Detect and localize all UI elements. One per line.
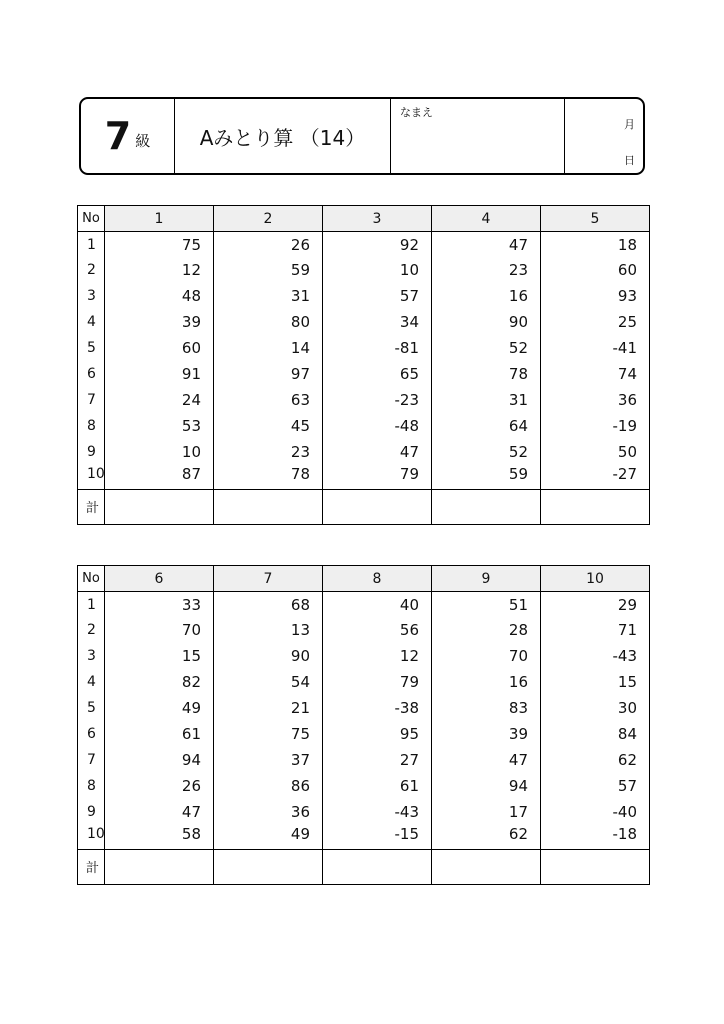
column-header: 1 [105, 206, 214, 232]
worksheet-header [79, 97, 645, 175]
total-row [78, 849, 650, 884]
number-cell: 90 [432, 309, 541, 335]
number-cell: 62 [541, 747, 650, 773]
number-cell: 47 [323, 439, 432, 465]
number-cell: 86 [214, 773, 323, 799]
number-cell: 16 [432, 669, 541, 695]
table-row [78, 747, 650, 773]
number-cell: 14 [214, 335, 323, 361]
row-number: 2 [78, 257, 105, 283]
number-cell: 57 [323, 283, 432, 309]
number-cell: 78 [214, 465, 323, 490]
number-cell: 15 [541, 669, 650, 695]
table-row [78, 617, 650, 643]
row-number: 2 [78, 617, 105, 643]
number-cell: 21 [214, 695, 323, 721]
number-cell: 94 [432, 773, 541, 799]
number-cell: -27 [541, 465, 650, 490]
row-number: 9 [78, 799, 105, 825]
number-cell: 78 [432, 361, 541, 387]
number-cell: 17 [432, 799, 541, 825]
name-label: なまえ [400, 106, 433, 119]
number-cell: -43 [323, 799, 432, 825]
number-cell: 30 [541, 695, 650, 721]
number-cell: 79 [323, 669, 432, 695]
number-cell: 25 [541, 309, 650, 335]
table-row [78, 257, 650, 283]
row-number: 1 [78, 232, 105, 257]
number-cell: -19 [541, 413, 650, 439]
row-number: 9 [78, 439, 105, 465]
number-cell: 10 [323, 257, 432, 283]
number-cell: 39 [105, 309, 214, 335]
number-cell: 49 [105, 695, 214, 721]
number-cell: 94 [105, 747, 214, 773]
row-number: 4 [78, 309, 105, 335]
number-cell: 23 [432, 257, 541, 283]
number-cell: -43 [541, 643, 650, 669]
number-cell: 59 [214, 257, 323, 283]
number-cell: 50 [541, 439, 650, 465]
number-cell: 63 [214, 387, 323, 413]
number-cell: 91 [105, 361, 214, 387]
number-cell: 31 [214, 283, 323, 309]
number-cell: 65 [323, 361, 432, 387]
column-header: 10 [541, 566, 650, 592]
number-cell: 15 [105, 643, 214, 669]
column-header: 3 [323, 206, 432, 232]
table-row [78, 643, 650, 669]
worksheet-title: Aみとり算 （14） [175, 99, 391, 173]
number-cell: 53 [105, 413, 214, 439]
number-cell: 10 [105, 439, 214, 465]
no-header: No [78, 566, 105, 592]
number-cell: 70 [432, 643, 541, 669]
column-header: 8 [323, 566, 432, 592]
row-number: 4 [78, 669, 105, 695]
number-cell: 31 [432, 387, 541, 413]
answer-cell[interactable] [541, 489, 650, 524]
number-cell: 26 [214, 232, 323, 257]
table-row [78, 592, 650, 617]
number-cell: 71 [541, 617, 650, 643]
row-number: 3 [78, 643, 105, 669]
row-number: 7 [78, 387, 105, 413]
number-cell: 84 [541, 721, 650, 747]
table-row [78, 283, 650, 309]
table-row [78, 465, 650, 490]
number-cell: 51 [432, 592, 541, 617]
number-cell: 49 [214, 825, 323, 850]
number-cell: 80 [214, 309, 323, 335]
number-cell: 75 [214, 721, 323, 747]
day-label: 日 [624, 154, 635, 167]
number-cell: 47 [432, 232, 541, 257]
answer-cell[interactable] [105, 489, 214, 524]
number-cell: 26 [105, 773, 214, 799]
number-cell: 56 [323, 617, 432, 643]
grade-box [81, 99, 175, 173]
table-row [78, 361, 650, 387]
number-cell: 47 [105, 799, 214, 825]
number-cell: 60 [541, 257, 650, 283]
grade-unit: 級 [135, 131, 151, 150]
number-cell: 61 [105, 721, 214, 747]
table-row [78, 825, 650, 850]
total-label: 計 [78, 849, 105, 884]
table-header-row [78, 566, 650, 592]
number-cell: 87 [105, 465, 214, 490]
number-cell: 27 [323, 747, 432, 773]
table-row [78, 439, 650, 465]
number-cell: 68 [214, 592, 323, 617]
number-cell: 57 [541, 773, 650, 799]
answer-cell[interactable] [214, 849, 323, 884]
answer-cell[interactable] [432, 849, 541, 884]
number-cell: -41 [541, 335, 650, 361]
row-number: 6 [78, 721, 105, 747]
number-cell: 18 [541, 232, 650, 257]
number-cell: 23 [214, 439, 323, 465]
row-number: 7 [78, 747, 105, 773]
table-row [78, 309, 650, 335]
number-cell: -40 [541, 799, 650, 825]
number-cell: 12 [323, 643, 432, 669]
answer-cell[interactable] [323, 849, 432, 884]
number-cell: 37 [214, 747, 323, 773]
number-cell: 70 [105, 617, 214, 643]
number-cell: 75 [105, 232, 214, 257]
number-cell: 62 [432, 825, 541, 850]
number-cell: 74 [541, 361, 650, 387]
number-cell: 52 [432, 439, 541, 465]
number-cell: 64 [432, 413, 541, 439]
table-row [78, 695, 650, 721]
number-cell: 97 [214, 361, 323, 387]
number-cell: 24 [105, 387, 214, 413]
month-label: 月 [624, 118, 635, 131]
answer-cell[interactable] [323, 489, 432, 524]
column-header: 7 [214, 566, 323, 592]
column-header: 6 [105, 566, 214, 592]
table-row [78, 232, 650, 257]
number-cell: 92 [323, 232, 432, 257]
table-row [78, 721, 650, 747]
number-cell: 60 [105, 335, 214, 361]
number-cell: 33 [105, 592, 214, 617]
table-row [78, 773, 650, 799]
total-row [78, 489, 650, 524]
answer-cell[interactable] [105, 849, 214, 884]
table-row [78, 799, 650, 825]
number-cell: 58 [105, 825, 214, 850]
column-header: 2 [214, 206, 323, 232]
row-number: 5 [78, 695, 105, 721]
table-row [78, 413, 650, 439]
problem-table-1 [77, 205, 650, 525]
problem-table-2 [77, 565, 650, 885]
no-header: No [78, 206, 105, 232]
answer-cell[interactable] [541, 849, 650, 884]
answer-cell[interactable] [214, 489, 323, 524]
answer-cell[interactable] [432, 489, 541, 524]
number-cell: -48 [323, 413, 432, 439]
row-number: 6 [78, 361, 105, 387]
total-label: 計 [78, 489, 105, 524]
row-number: 8 [78, 413, 105, 439]
column-header: 5 [541, 206, 650, 232]
number-cell: 36 [214, 799, 323, 825]
row-number: 3 [78, 283, 105, 309]
table-row [78, 669, 650, 695]
column-header: 4 [432, 206, 541, 232]
number-cell: 39 [432, 721, 541, 747]
number-cell: 61 [323, 773, 432, 799]
number-cell: 36 [541, 387, 650, 413]
number-cell: 47 [432, 747, 541, 773]
number-cell: -15 [323, 825, 432, 850]
number-cell: 82 [105, 669, 214, 695]
table-row [78, 335, 650, 361]
number-cell: 34 [323, 309, 432, 335]
number-cell: 95 [323, 721, 432, 747]
table-header-row [78, 206, 650, 232]
row-number: 8 [78, 773, 105, 799]
row-number: 1 [78, 592, 105, 617]
number-cell: -18 [541, 825, 650, 850]
number-cell: 45 [214, 413, 323, 439]
number-cell: 54 [214, 669, 323, 695]
number-cell: -23 [323, 387, 432, 413]
table-row [78, 387, 650, 413]
number-cell: 79 [323, 465, 432, 490]
number-cell: 40 [323, 592, 432, 617]
number-cell: 12 [105, 257, 214, 283]
number-cell: -81 [323, 335, 432, 361]
number-cell: 52 [432, 335, 541, 361]
number-cell: -38 [323, 695, 432, 721]
number-cell: 13 [214, 617, 323, 643]
row-number: 10 [78, 465, 105, 490]
number-cell: 48 [105, 283, 214, 309]
column-header: 9 [432, 566, 541, 592]
number-cell: 90 [214, 643, 323, 669]
number-cell: 93 [541, 283, 650, 309]
row-number: 10 [78, 825, 105, 850]
number-cell: 59 [432, 465, 541, 490]
name-field[interactable] [391, 99, 565, 173]
date-field[interactable] [565, 99, 643, 173]
number-cell: 29 [541, 592, 650, 617]
grade-number: 7 [104, 114, 132, 158]
number-cell: 28 [432, 617, 541, 643]
row-number: 5 [78, 335, 105, 361]
number-cell: 16 [432, 283, 541, 309]
number-cell: 83 [432, 695, 541, 721]
